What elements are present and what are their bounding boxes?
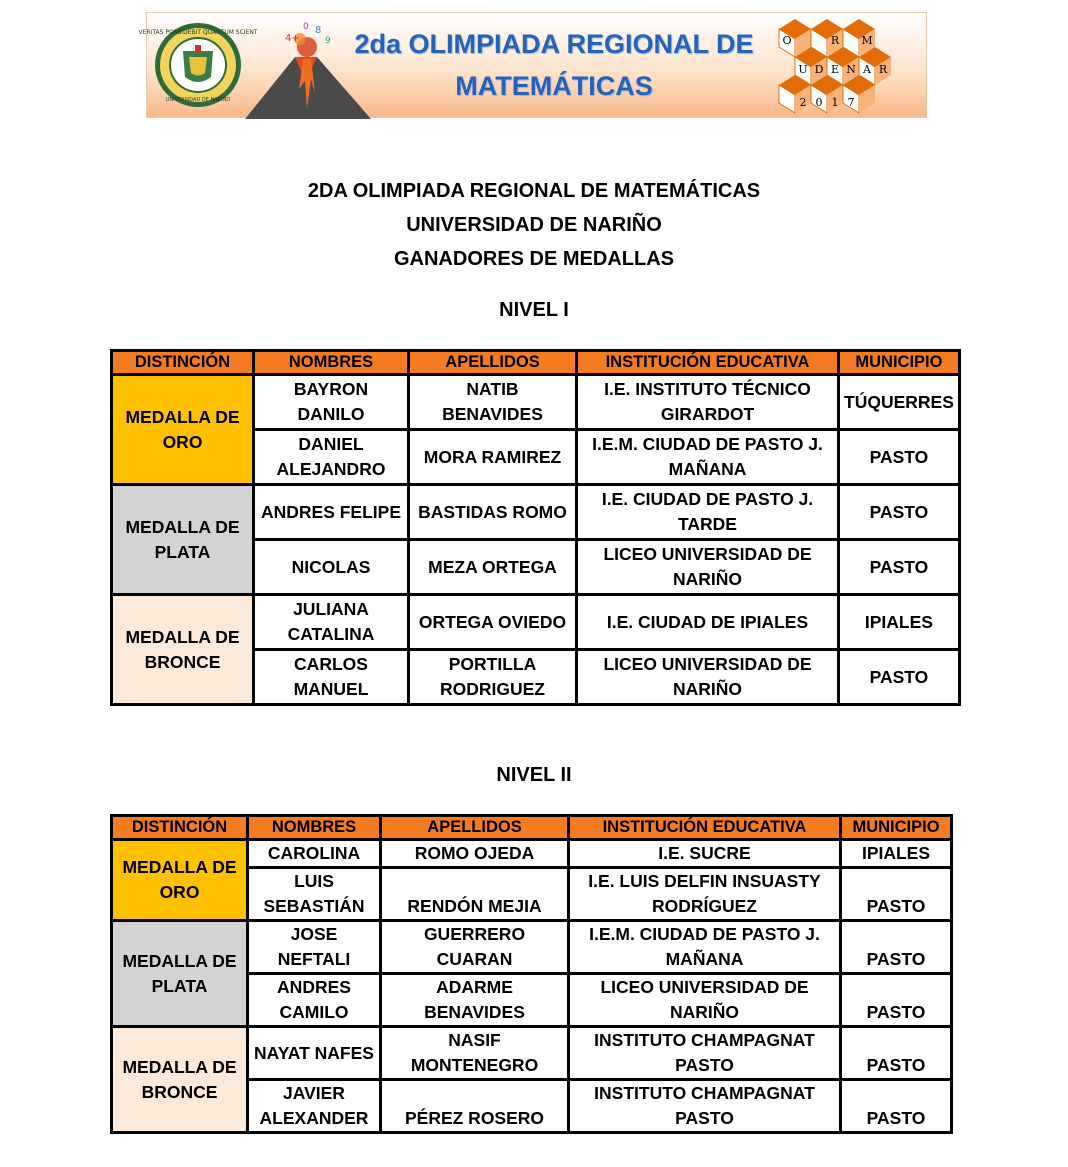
cube-letter: R: [830, 34, 840, 47]
table-row: [112, 840, 952, 868]
municipio-cell: TÚQUERRES: [839, 375, 960, 430]
apellidos-cell: MEZA ORTEGA: [409, 540, 577, 595]
column-header: MUNICIPIO: [841, 816, 952, 840]
institucion-cell: INSTITUTO CHAMPAGNAT PASTO: [569, 1027, 841, 1080]
cube-letter: D: [814, 63, 824, 76]
cube-letter: E: [830, 63, 840, 76]
nombres-cell: ANDRES CAMILO: [248, 974, 381, 1027]
table-row: [112, 921, 952, 974]
column-header: NOMBRES: [254, 351, 409, 375]
apellidos-cell: PÉREZ ROSERO: [381, 1080, 569, 1133]
apellidos-cell: PORTILLA RODRIGUEZ: [409, 650, 577, 705]
table-row: [112, 375, 960, 430]
column-header: NOMBRES: [248, 816, 381, 840]
nombres-cell: CARLOS MANUEL: [254, 650, 409, 705]
nombres-cell: ANDRES FELIPE: [254, 485, 409, 540]
institucion-cell: I.E. CIUDAD DE PASTO J. TARDE: [577, 485, 839, 540]
medal-bronce-cell: MEDALLA DE BRONCE: [112, 1027, 248, 1133]
nombres-cell: JULIANA CATALINA: [254, 595, 409, 650]
municipio-cell: PASTO: [841, 868, 952, 921]
apellidos-cell: GUERRERO CUARAN: [381, 921, 569, 974]
column-header: DISTINCIÓN: [112, 816, 248, 840]
institucion-cell: I.E.M. CIUDAD DE PASTO J. MAÑANA: [577, 430, 839, 485]
institucion-cell: I.E. SUCRE: [569, 840, 841, 868]
nombres-cell: JAVIER ALEXANDER: [248, 1080, 381, 1133]
heading-line3: GANADORES DE MEDALLAS: [393, 248, 674, 270]
municipio-cell: PASTO: [839, 650, 960, 705]
column-header: DISTINCIÓN: [112, 351, 254, 375]
institucion-cell: LICEO UNIVERSIDAD DE NARIÑO: [577, 540, 839, 595]
cube-letter: U: [798, 63, 808, 76]
cube-letter: O: [782, 34, 792, 47]
municipio-cell: PASTO: [841, 974, 952, 1027]
document-heading: [0, 174, 1068, 276]
medal-bronce-cell: MEDALLA DE BRONCE: [112, 595, 254, 705]
nombres-cell: JOSE NEFTALI: [248, 921, 381, 974]
apellidos-cell: NATIB BENAVIDES: [409, 375, 577, 430]
table-row: [112, 1027, 952, 1080]
nombres-cell: DANIEL ALEJANDRO: [254, 430, 409, 485]
institucion-cell: INSTITUTO CHAMPAGNAT PASTO: [569, 1080, 841, 1133]
municipio-cell: PASTO: [841, 1027, 952, 1080]
medal-oro-cell: MEDALLA DE ORO: [112, 840, 248, 921]
heading-line1: 2DA OLIMPIADA REGIONAL DE MATEMÁTICAS: [307, 180, 761, 202]
cube-letter: N: [846, 63, 856, 76]
column-header: APELLIDOS: [381, 816, 569, 840]
apellidos-cell: ROMO OJEDA: [381, 840, 569, 868]
medals-table-level-2: [110, 814, 953, 1134]
ormudenar-cube-logo: [769, 13, 919, 119]
municipio-cell: IPIALES: [841, 840, 952, 868]
institucion-cell: I.E. LUIS DELFIN INSUASTY RODRÍGUEZ: [569, 868, 841, 921]
medals-table-level-1: [110, 349, 961, 706]
svg-text:9: 9: [325, 36, 331, 46]
table-row: [112, 485, 960, 540]
apellidos-cell: RENDÓN MEJIA: [381, 868, 569, 921]
institucion-cell: LICEO UNIVERSIDAD DE NARIÑO: [569, 974, 841, 1027]
apellidos-cell: ORTEGA OVIEDO: [409, 595, 577, 650]
nombres-cell: NICOLAS: [254, 540, 409, 595]
level-2-title: NIVEL II: [496, 764, 572, 786]
column-header: MUNICIPIO: [839, 351, 960, 375]
municipio-cell: IPIALES: [839, 595, 960, 650]
institucion-cell: I.E. CIUDAD DE IPIALES: [577, 595, 839, 650]
municipio-cell: PASTO: [841, 921, 952, 974]
cube-letter: R: [878, 63, 888, 76]
cube-letter: 7: [847, 96, 855, 109]
medal-plata-cell: MEDALLA DE PLATA: [112, 485, 254, 595]
nombres-cell: BAYRON DANILO: [254, 375, 409, 430]
apellidos-cell: NASIF MONTENEGRO: [381, 1027, 569, 1080]
medal-oro-cell: MEDALLA DE ORO: [112, 375, 254, 485]
cube-letter: A: [863, 63, 871, 76]
column-header: APELLIDOS: [409, 351, 577, 375]
municipio-cell: PASTO: [839, 540, 960, 595]
table-header-row: [112, 816, 952, 840]
university-seal-logo: [138, 21, 258, 109]
cube-letter: M: [861, 34, 873, 47]
seal-motto: VERITAS POSSIDEBIT QUANTUM SCIENT: [138, 29, 258, 36]
medal-plata-cell: MEDALLA DE PLATA: [112, 921, 248, 1027]
municipio-cell: PASTO: [839, 430, 960, 485]
table-header-row: [112, 351, 960, 375]
olympiad-banner: [138, 12, 927, 118]
nombres-cell: NAYAT NAFES: [248, 1027, 381, 1080]
column-header: INSTITUCIÓN EDUCATIVA: [569, 816, 841, 840]
level-1-title: NIVEL I: [499, 299, 569, 321]
municipio-cell: PASTO: [841, 1080, 952, 1133]
banner-title-line2: MATEMÁTICAS: [455, 71, 653, 101]
cube-letter: 0: [815, 96, 823, 109]
svg-text:8: 8: [315, 25, 322, 36]
seal-university: UNIVERSIDAD DE NARIÑO: [165, 97, 231, 103]
apellidos-cell: ADARME BENAVIDES: [381, 974, 569, 1027]
nombres-cell: CAROLINA: [248, 840, 381, 868]
apellidos-cell: BASTIDAS ROMO: [409, 485, 577, 540]
municipio-cell: PASTO: [839, 485, 960, 540]
institucion-cell: LICEO UNIVERSIDAD DE NARIÑO: [577, 650, 839, 705]
cube-letter: 2: [799, 96, 807, 109]
institucion-cell: I.E.M. CIUDAD DE PASTO J. MAÑANA: [569, 921, 841, 974]
banner-title: [347, 23, 761, 107]
apellidos-cell: MORA RAMIREZ: [409, 430, 577, 485]
column-header: INSTITUCIÓN EDUCATIVA: [577, 351, 839, 375]
banner-title-line1: 2da OLIMPIADA REGIONAL DE: [354, 29, 754, 59]
svg-text:4+: 4+: [285, 33, 300, 44]
institucion-cell: I.E. INSTITUTO TÉCNICO GIRARDOT: [577, 375, 839, 430]
heading-line2: UNIVERSIDAD DE NARIÑO: [406, 214, 662, 236]
nombres-cell: LUIS SEBASTIÁN: [248, 868, 381, 921]
cube-letter: 1: [831, 96, 839, 109]
table-row: [112, 595, 960, 650]
svg-text:0: 0: [303, 22, 309, 32]
